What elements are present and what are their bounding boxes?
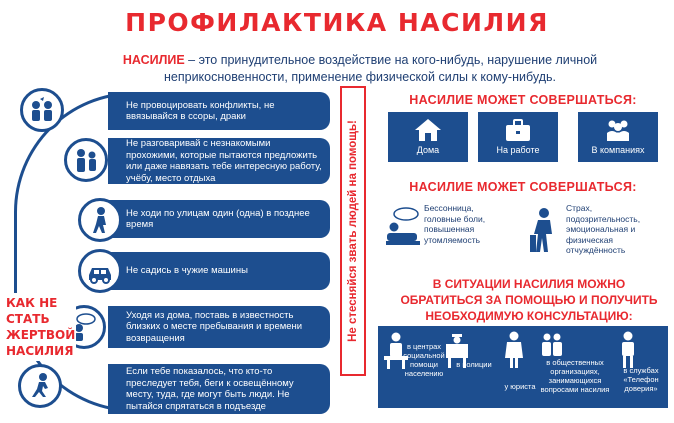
advice-text: Не провоцировать конфликты, не ввязывайся в ссоры, драки — [126, 99, 275, 122]
effect-item — [384, 203, 510, 263]
call-for-help-banner — [340, 86, 366, 376]
help-item — [538, 326, 610, 408]
sleeping-person-icon — [384, 205, 424, 255]
arguing-people-icon — [20, 88, 64, 132]
definition-text: – это принудительное воздействие на кого-нибудь, нарушение личной неприкосновенности, применение физической силы к кому-нибудь. — [164, 53, 598, 84]
phone-person-icon — [614, 330, 642, 370]
walking-alone-icon — [78, 198, 122, 242]
advice-text: Уходя из дома, поставь в известность близких о месте пребывания и времени возвращения — [126, 309, 303, 344]
advice-text: Не садись в чужие машины — [126, 265, 248, 277]
advice-row — [108, 200, 330, 238]
advice-panel — [0, 80, 340, 423]
stranger-talking-icon — [64, 138, 108, 182]
call-for-help-text: Не стесняйся звать людей на помощь! — [347, 120, 359, 342]
help-label: в центрах социальной помощи населению — [403, 342, 445, 378]
lawyer-icon — [500, 330, 528, 370]
help-item — [382, 326, 444, 408]
effects-title: НАСИЛИЕ МОЖЕТ СОВЕРШАТЬСЯ: — [409, 180, 637, 194]
help-band — [378, 326, 668, 408]
help-item — [614, 326, 668, 408]
place-label: На работе — [496, 145, 540, 155]
page-title: ПРОФИЛАКТИКА НАСИЛИЯ — [125, 8, 549, 37]
help-label: в службах «Телефон доверия» — [623, 366, 659, 393]
effect-label: Страх, подозрительность, эмоциональная и физическая отчуждённость — [566, 203, 641, 255]
help-label: в общественных организациях, занимающихся вопросами насилия — [540, 358, 610, 394]
briefcase-icon — [504, 117, 532, 143]
help-title: В СИТУАЦИИ НАСИЛИЯ МОЖНО ОБРАТИТЬСЯ ЗА ПОМОЩЬЮ И ПОЛУЧИТЬ НЕОБХОДИМУЮ КОНСУЛЬТАЦИЮ: — [400, 277, 658, 323]
place-label: Дома — [416, 145, 440, 155]
place-label: В компаниях — [591, 145, 645, 155]
car-icon — [78, 249, 122, 293]
help-item — [500, 326, 536, 408]
effect-label: Бессонница, головные боли, повышенная утомляемость — [424, 203, 486, 245]
side-label: КАК НЕ СТАТЬ ЖЕРТВОЙ НАСИЛИЯ — [6, 293, 76, 361]
running-person-icon — [18, 364, 62, 408]
group-icon — [604, 117, 632, 143]
advice-row — [108, 252, 330, 290]
advice-text: Не ходи по улицам один (одна) в позднее время — [126, 207, 310, 230]
sad-person-icon — [526, 205, 566, 255]
help-label: в полиции — [456, 360, 492, 369]
advice-row — [108, 306, 330, 348]
place-tile-home — [388, 112, 468, 162]
place-tile-company — [578, 112, 658, 162]
advice-text: Не разговаривай с незнакомыми прохожими, которые пытаются предложить или даже навязать тебе интересную работу, учёбу, место отдыха — [126, 138, 322, 184]
help-label: у юриста — [504, 382, 536, 391]
advice-row — [108, 92, 330, 130]
advice-row — [108, 364, 330, 414]
effect-item — [526, 203, 668, 263]
definition-keyword: НАСИЛИЕ — [122, 53, 185, 67]
places-title: НАСИЛИЕ МОЖЕТ СОВЕРШАТЬСЯ: — [409, 93, 637, 107]
place-tile-work — [478, 112, 558, 162]
help-item — [444, 326, 500, 408]
advice-text: Если тебе показалось, что кто-то преследует тебя, беги к освещённому месту, туда, где могут быть люди. Не пытайся спрятаться в подъезде — [126, 366, 294, 412]
advice-row — [108, 138, 330, 184]
house-icon — [414, 117, 442, 143]
